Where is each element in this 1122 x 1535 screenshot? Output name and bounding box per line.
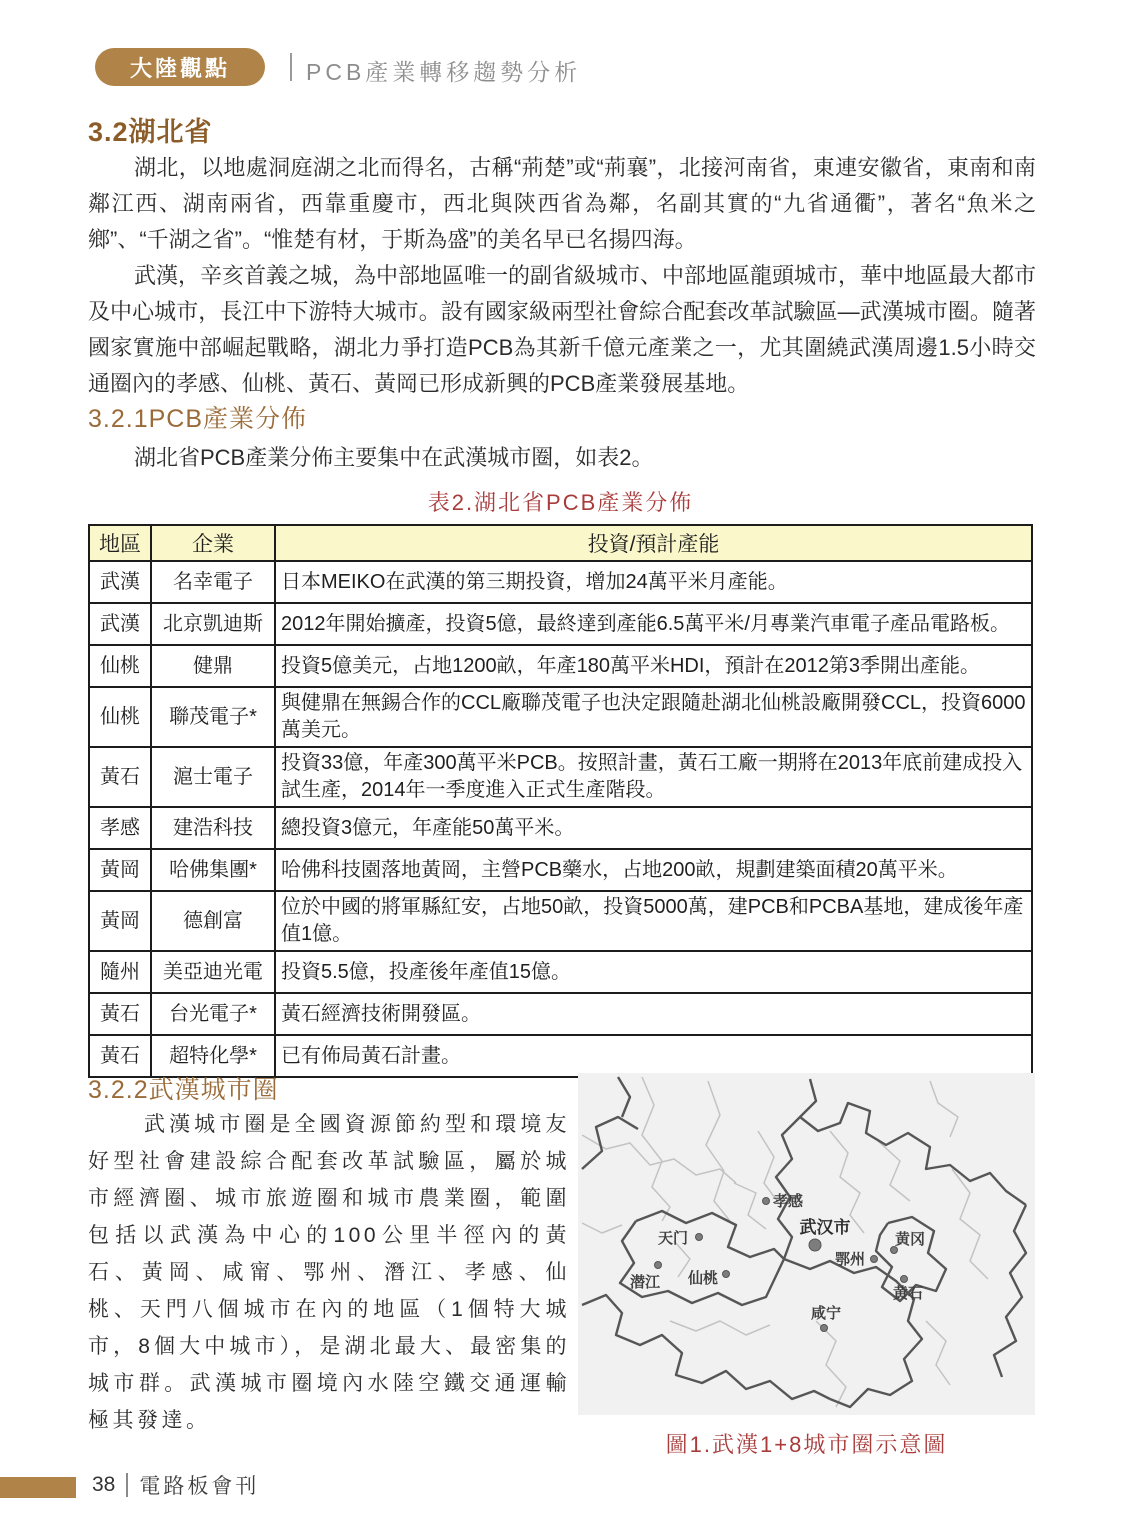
company-cell: 超特化學* [151, 1035, 275, 1077]
region-cell: 黃石 [89, 993, 151, 1035]
pcb-distribution-table [88, 524, 1033, 1078]
investment-cell: 2012年開始擴產，投資5億，最終達到產能6.5萬平米/月專業汽車電子產品電路板。 [275, 603, 1032, 645]
city-label: 天门 [657, 1230, 689, 1247]
city-dot [809, 1239, 821, 1251]
company-cell: 北京凱迪斯 [151, 603, 275, 645]
investment-cell: 投資5億美元，占地1200畝，年產180萬平米HDI，預計在2012第3季開出產能。 [275, 645, 1032, 687]
col-header-company: 企業 [151, 525, 275, 561]
col-header-region: 地區 [89, 525, 151, 561]
wuhan-map-svg [578, 1073, 1035, 1415]
region-cell: 武漢 [89, 561, 151, 603]
paragraph-distribution: 湖北省PCB產業分佈主要集中在武漢城市圈，如表2。 [134, 445, 654, 470]
table-row [89, 747, 1032, 807]
company-cell: 德創富 [151, 891, 275, 951]
company-cell: 哈佛集團* [151, 849, 275, 891]
investment-cell: 總投資3億元，年產能50萬平米。 [275, 807, 1032, 849]
city-dot [901, 1276, 908, 1283]
figure-caption: 圖1.武漢1+8城市圈示意圖 [665, 1432, 948, 1457]
city-label: 咸宁 [810, 1305, 842, 1322]
investment-cell: 日本MEIKO在武漢的第三期投資，增加24萬平米月產能。 [275, 561, 1032, 603]
investment-cell: 已有佈局黃石計畫。 [275, 1035, 1032, 1077]
city-label: 武汉市 [799, 1218, 851, 1237]
city-label: 孝感 [772, 1193, 804, 1210]
region-cell: 仙桃 [89, 687, 151, 747]
investment-cell: 投資5.5億，投產後年產值15億。 [275, 951, 1032, 993]
city-label: 仙桃 [687, 1270, 719, 1287]
region-cell: 黃石 [89, 1035, 151, 1077]
table-row [89, 951, 1032, 993]
company-cell: 健鼎 [151, 645, 275, 687]
table-row [89, 807, 1032, 849]
section-heading-3-2-1: 3.2.1PCB產業分佈 [88, 405, 308, 433]
footer-divider [126, 1473, 128, 1497]
journal-name: 電路板會刊 [139, 1475, 260, 1498]
table-caption: 表2.湖北省PCB產業分佈 [427, 490, 694, 515]
region-cell: 黃石 [89, 747, 151, 807]
table-row [89, 993, 1032, 1035]
paragraph-hubei-intro: 湖北，以地處洞庭湖之北而得名，古稱“荊楚”或“荊襄”，北接河南省，東連安徽省，東南和南鄰江西、湖南兩省，西靠重慶市，西北與陝西省為鄰，名副其實的“九省通衢”，著名“魚米之鄉”、“千湖之省”。“惟楚有材，于斯為盛”的美名早已名揚四海。 [88, 155, 1036, 252]
city-label: 鄂州 [834, 1251, 866, 1268]
company-cell: 建浩科技 [151, 807, 275, 849]
footer-accent-bar [0, 1477, 76, 1498]
paragraph-metro-circle: 武漢城市圈是全國資源節約型和環境友好型社會建設綜合配套改革試驗區，屬於城市經濟圈、城市旅遊圈和城市農業圈，範圍包括以武漢為中心的100公里半徑內的黃石、黃岡、咸甯、鄂州、潛江、孝感、仙桃、天門八個城市在內的地區（1個特大城市，8個大中城市），是湖北最大、最密集的城市群。武漢城市圈境內水陸空鐵交通運輸極其發達。 [88, 1113, 570, 1432]
region-cell: 黃岡 [89, 849, 151, 891]
table-row [89, 849, 1032, 891]
table-row [89, 603, 1032, 645]
paragraph-wuhan-intro: 武漢，辛亥首義之城，為中部地區唯一的副省級城市、中部地區龍頭城市，華中地區最大都市及中心城市，長江中下游特大城市。設有國家級兩型社會綜合配套改革試驗區—武漢城市圈。隨著國家實施中部崛起戰略，湖北力爭打造PCB為其新千億元產業之一，尤其圍繞武漢周邊1.5小時交通圈內的孝感、仙桃、黃石、黃岡已形成新興的PCB產業發展基地。 [88, 263, 1037, 396]
region-cell: 孝感 [89, 807, 151, 849]
region-cell: 隨州 [89, 951, 151, 993]
company-cell: 台光電子* [151, 993, 275, 1035]
col-header-investment: 投資/預計產能 [275, 525, 1032, 561]
city-label: 潜江 [629, 1274, 661, 1291]
table-row [89, 687, 1032, 747]
city-dot [723, 1271, 730, 1278]
table-row [89, 891, 1032, 951]
city-label: 黄冈 [894, 1231, 926, 1248]
article-title: PCB產業轉移趨勢分析 [306, 59, 582, 85]
company-cell: 滬士電子 [151, 747, 275, 807]
table-row [89, 645, 1032, 687]
table-row [89, 561, 1032, 603]
city-dot [655, 1262, 662, 1269]
city-label: 黄石 [892, 1285, 924, 1302]
company-cell: 名幸電子 [151, 561, 275, 603]
company-cell: 美亞迪光電 [151, 951, 275, 993]
investment-cell: 投資33億，年產300萬平米PCB。按照計畫，黃石工廠一期將在2013年底前建成投入試生產，2014年一季度進入正式生產階段。 [275, 747, 1032, 807]
column-badge: 大陸觀點 [95, 48, 265, 86]
city-dot [871, 1256, 878, 1263]
city-dot [696, 1234, 703, 1241]
section-heading-3-2: 3.2湖北省 [88, 117, 213, 147]
region-cell: 仙桃 [89, 645, 151, 687]
region-cell: 武漢 [89, 603, 151, 645]
table-header-row [89, 525, 1032, 561]
wuhan-map-figure [578, 1073, 1035, 1415]
section-heading-3-2-2: 3.2.2武漢城市圈 [88, 1076, 279, 1104]
page-number: 38 [92, 1473, 116, 1496]
region-cell: 黃岡 [89, 891, 151, 951]
investment-cell: 黃石經濟技術開發區。 [275, 993, 1032, 1035]
investment-cell: 與健鼎在無錫合作的CCL廠聯茂電子也決定跟隨赴湖北仙桃設廠開發CCL，投資6000萬美元。 [275, 687, 1032, 747]
city-dot [763, 1198, 770, 1205]
header-divider [290, 53, 292, 81]
investment-cell: 哈佛科技園落地黃岡，主營PCB藥水，占地200畝，規劃建築面積20萬平米。 [275, 849, 1032, 891]
city-dot [821, 1325, 828, 1332]
investment-cell: 位於中國的將軍縣紅安，占地50畝，投資5000萬，建PCB和PCBA基地，建成後年產值1億。 [275, 891, 1032, 951]
page-footer [92, 1470, 259, 1500]
company-cell: 聯茂電子* [151, 687, 275, 747]
